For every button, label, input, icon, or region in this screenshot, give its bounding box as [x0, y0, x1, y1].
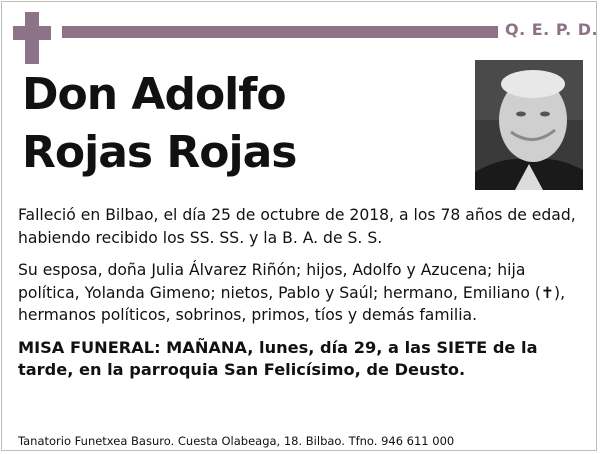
header-rule — [62, 26, 498, 38]
death-statement: Falleció en Bilbao, el día 25 de octubre de 2018, a los 78 años de edad, habiendo recibido los SS. SS. y la B. A. de S. S. — [18, 206, 576, 247]
funeral-home-info: Tanatorio Funetxea Basuro. Cuesta Olabeaga, 18. Bilbao. Tfno. 946 611 000 — [18, 434, 455, 448]
notice-body — [18, 204, 584, 392]
name-line-2: Rojas Rojas — [22, 127, 297, 178]
cross-icon — [13, 12, 51, 64]
funeral-mass-info: MISA FUNERAL: MAÑANA, lunes, día 29, a las SIETE de la tarde, en la parroquia San Felicísimo, de Deusto. — [18, 337, 538, 379]
family-list: Su esposa, doña Julia Álvarez Riñón; hijos, Adolfo y Azucena; hija política, Yolanda Gimeno; nietos, Pablo y Saúl; hermano, Emiliano (✝), hermanos políticos, sobrinos, primos, tíos y demás familia. — [18, 261, 566, 324]
deceased-name — [22, 66, 296, 182]
obituary-notice — [1, 1, 597, 451]
name-line-1: Don Adolfo — [22, 69, 286, 120]
qepd-label: Q. E. P. D. — [505, 20, 599, 39]
portrait-photo — [475, 60, 583, 190]
